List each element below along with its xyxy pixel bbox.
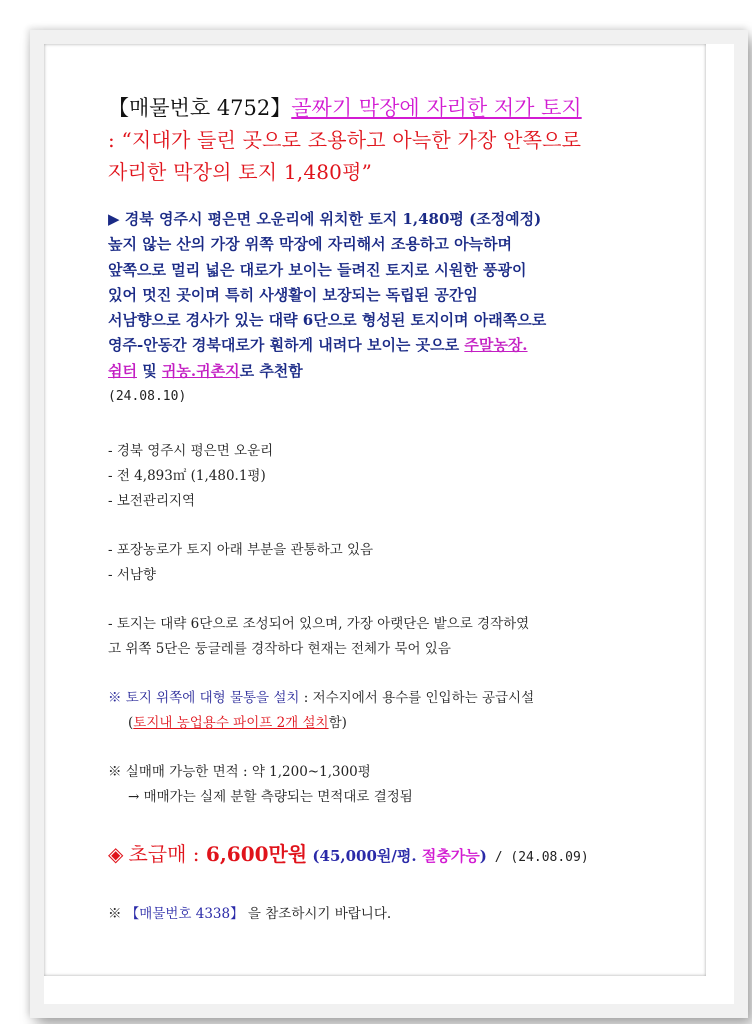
description-line — [108, 333, 648, 358]
notes-water — [108, 686, 534, 736]
price-per-pyeong: (45,000원/평. — [307, 847, 422, 865]
reference-mark: ※ — [108, 906, 126, 922]
price-detail — [307, 847, 487, 865]
listing-subtitle-line2: 자리한 막장의 토지 1,480평” — [108, 160, 373, 184]
notes-trade — [108, 760, 413, 810]
description-line: 서남향으로 경사가 있는 대략 6단으로 형성된 토지이며 아래쪽으로 — [108, 311, 547, 330]
description-date: (24.08.10) — [108, 389, 187, 405]
note-paren: 함) — [328, 715, 347, 731]
reference-listing-link[interactable]: 【매물번호 4338】 — [125, 906, 244, 922]
description-text: 영주-안동간 경북대로가 훤하게 내려다 보이는 곳으로 — [108, 336, 465, 355]
note-water-highlight: ※ 토지 위쪽에 대형 물통을 설치 — [108, 690, 300, 706]
listing-subtitle-line1: : “지대가 들린 곳으로 조용하고 아늑한 가장 안쪽으로 — [108, 128, 582, 152]
facts-group-1 — [108, 439, 273, 514]
return-farm-tag: 귀농.귀촌지 — [161, 361, 240, 380]
weekend-farm-tag: 주말농장. — [464, 336, 528, 355]
fact-area: - 전 4,893㎡ (1,480.1평) — [108, 468, 266, 484]
listing-title — [108, 92, 668, 124]
facts-group-2 — [108, 538, 373, 588]
fact-orientation: - 서남향 — [108, 567, 156, 583]
note-water-text: : 저수지에서 용수를 인입하는 공급시설 — [299, 690, 535, 706]
description-text: 및 — [136, 361, 162, 380]
listing-number: 【매물번호 4752】 — [108, 96, 292, 120]
fact-terrace-line1: - 토지는 대략 6단으로 조성되어 있으며, 가장 아랫단은 밭으로 경작하였 — [108, 616, 530, 632]
fact-terrace-line2: 고 위쪽 5단은 둥글레를 경작하다 현재는 전체가 묵어 있음 — [108, 641, 451, 657]
negotiable-tag: 절충가능 — [421, 847, 480, 865]
fact-road: - 포장농로가 토지 아래 부분을 관통하고 있음 — [108, 542, 374, 558]
note-trade-line2: → 매매가는 실제 분할 측량되는 면적대로 결정됨 — [128, 789, 413, 805]
facts-group-3 — [108, 612, 529, 662]
description-line: ▶ 경북 영주시 평은면 오운리에 위치한 토지 1,480평 (조정예정) — [108, 210, 542, 228]
description-block — [108, 207, 648, 409]
diamond-icon: ◈ — [108, 842, 124, 866]
price-date: / (24.08.09) — [486, 850, 589, 865]
rest-area-tag: 쉼터 — [108, 361, 137, 380]
reference-text: 을 참조하시기 바랍니다. — [243, 906, 392, 922]
description-line — [108, 359, 648, 384]
description-text: 로 추천함 — [239, 361, 303, 380]
price-paren: ) — [479, 847, 487, 865]
description-line: 앞쪽으로 멀리 넓은 대로가 보이는 들려진 토지로 시원한 풍광이 — [108, 260, 527, 279]
note-water-line2 — [108, 711, 534, 736]
price-label: 초급매 : — [128, 842, 206, 866]
price-amount: 6,600만원 — [205, 842, 308, 866]
reference-line — [108, 902, 391, 922]
description-line: 높지 않는 산의 가장 위쪽 막장에 자리해서 조용하고 아늑하며 — [108, 235, 513, 254]
fact-zoning: - 보전관리지역 — [108, 493, 196, 509]
description-line: 있어 멋진 곳이며 특히 사생활이 보장되는 독립된 공간임 — [108, 285, 478, 304]
note-paren: ( — [128, 715, 134, 731]
price-line — [108, 838, 589, 867]
note-trade-line1: ※ 실매매 가능한 면적 : 약 1,200~1,300평 — [108, 764, 371, 780]
note-pipe-highlight: 토지내 농업용수 파이프 2개 설치 — [133, 715, 329, 731]
listing-content — [108, 92, 668, 922]
listing-headline: 골짜기 막장에 자리한 저가 토지 — [291, 96, 582, 120]
note-water-line1 — [108, 686, 534, 711]
fact-location: - 경북 영주시 평은면 오운리 — [108, 443, 274, 459]
